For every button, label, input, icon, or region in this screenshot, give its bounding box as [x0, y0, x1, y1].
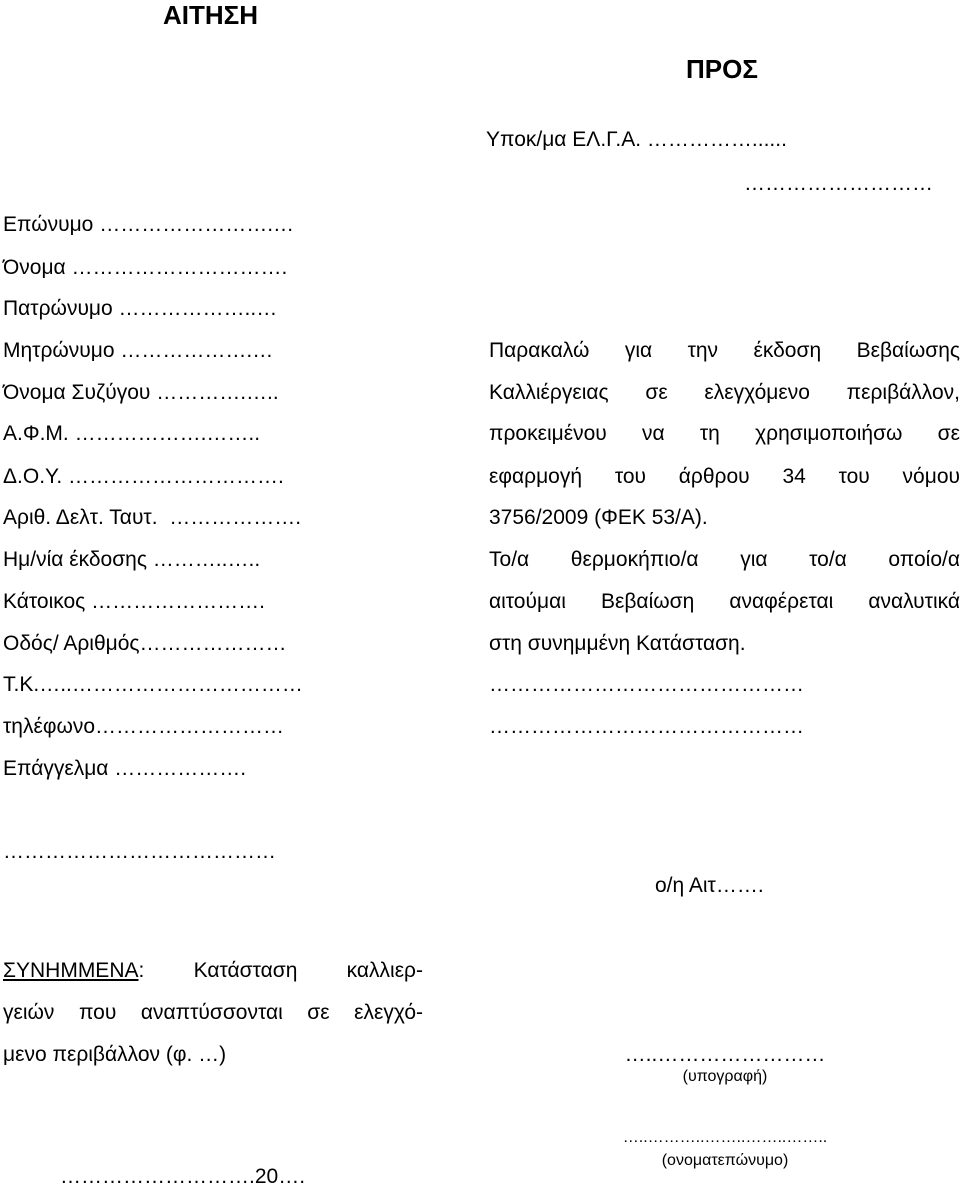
field-spouse-name: Όνομα Συζύγου ………….…..: [3, 381, 285, 404]
field-residence: Κάτοικος …………………….: [3, 590, 265, 613]
field-mother-name: Μητρώνυμο ……………….…: [3, 339, 274, 362]
attachments-line: μενο περιβάλλον (φ. …): [3, 1043, 227, 1066]
field-tax-office: Δ.Ο.Υ. ………………………….: [3, 465, 284, 488]
document-title: ΑΙΤΗΣΗ: [163, 0, 259, 30]
request-line: Το/α θερμοκήπιο/α για το/α οποίο/α: [489, 548, 960, 571]
field-postal-code: Τ.Κ.…..……………………………: [3, 673, 303, 696]
date-line: ……………………….20….: [60, 1165, 306, 1188]
place-dots: …………………………………: [3, 840, 276, 863]
fullname-dots: …..………..……..……..……..: [622, 1129, 828, 1146]
request-line: εφαρμογή του άρθρου 34 του νόμου: [489, 465, 960, 488]
field-profession: Επάγγελμα ……………….: [3, 757, 247, 780]
field-street-number: Οδός/ Αριθμός…………………: [3, 632, 287, 655]
applicant-label: ο/η Αιτ…….: [655, 874, 764, 897]
recipient-subject-continuation: ………………………: [744, 172, 933, 195]
attachments-heading: ΣΥΝΗΜΜΕΝΑ: [3, 959, 139, 982]
field-first-name: Όνομα ………………………….: [3, 256, 288, 279]
request-line: Καλλιέργειας σε ελεγχόμενο περιβάλλον,: [489, 381, 960, 404]
attachments-line: ΣΥΝΗΜΜΕΝΑ: Κατάσταση καλλιερ-: [3, 959, 423, 982]
field-tax-number: Α.Φ.Μ. ……………….……..: [3, 422, 266, 445]
recipient-subject: Υποκ/μα ΕΛ.Γ.Α. ……………......: [486, 128, 787, 151]
signature-dots: …..……………………: [624, 1043, 826, 1066]
request-line: αιτούμαι Βεβαίωση αναφέρεται αναλυτικά: [489, 590, 960, 613]
request-dots-line: ………………………………………: [489, 715, 804, 738]
request-line: προκειμένου να τη χρησιμοποιήσω σε: [489, 422, 960, 445]
request-line: 3756/2009 (ΦΕΚ 53/Α).: [489, 506, 708, 529]
request-line: στη συνημμένη Κατάσταση.: [489, 632, 746, 655]
recipient-heading: ΠΡΟΣ: [686, 54, 758, 84]
field-phone: τηλέφωνο………………………: [3, 715, 285, 738]
fullname-label: (ονοματεπώνυμο): [661, 1152, 789, 1169]
field-issue-date: Ημ/νία έκδοσης ………..…..: [3, 548, 266, 571]
request-dots-line: ………………………………………: [489, 673, 804, 696]
signature-label: (υπογραφή): [682, 1068, 768, 1085]
field-father-name: Πατρώνυμο ………………..…: [3, 297, 278, 320]
request-line: Παρακαλώ για την έκδοση Βεβαίωσης: [489, 339, 960, 362]
attachments-line: γειών που αναπτύσσονται σε ελεγχό-: [3, 1001, 423, 1024]
field-surname: Επώνυμο …………………….…: [3, 213, 295, 236]
field-id-number: Αριθ. Δελτ. Ταυτ. ……………….: [3, 506, 307, 529]
